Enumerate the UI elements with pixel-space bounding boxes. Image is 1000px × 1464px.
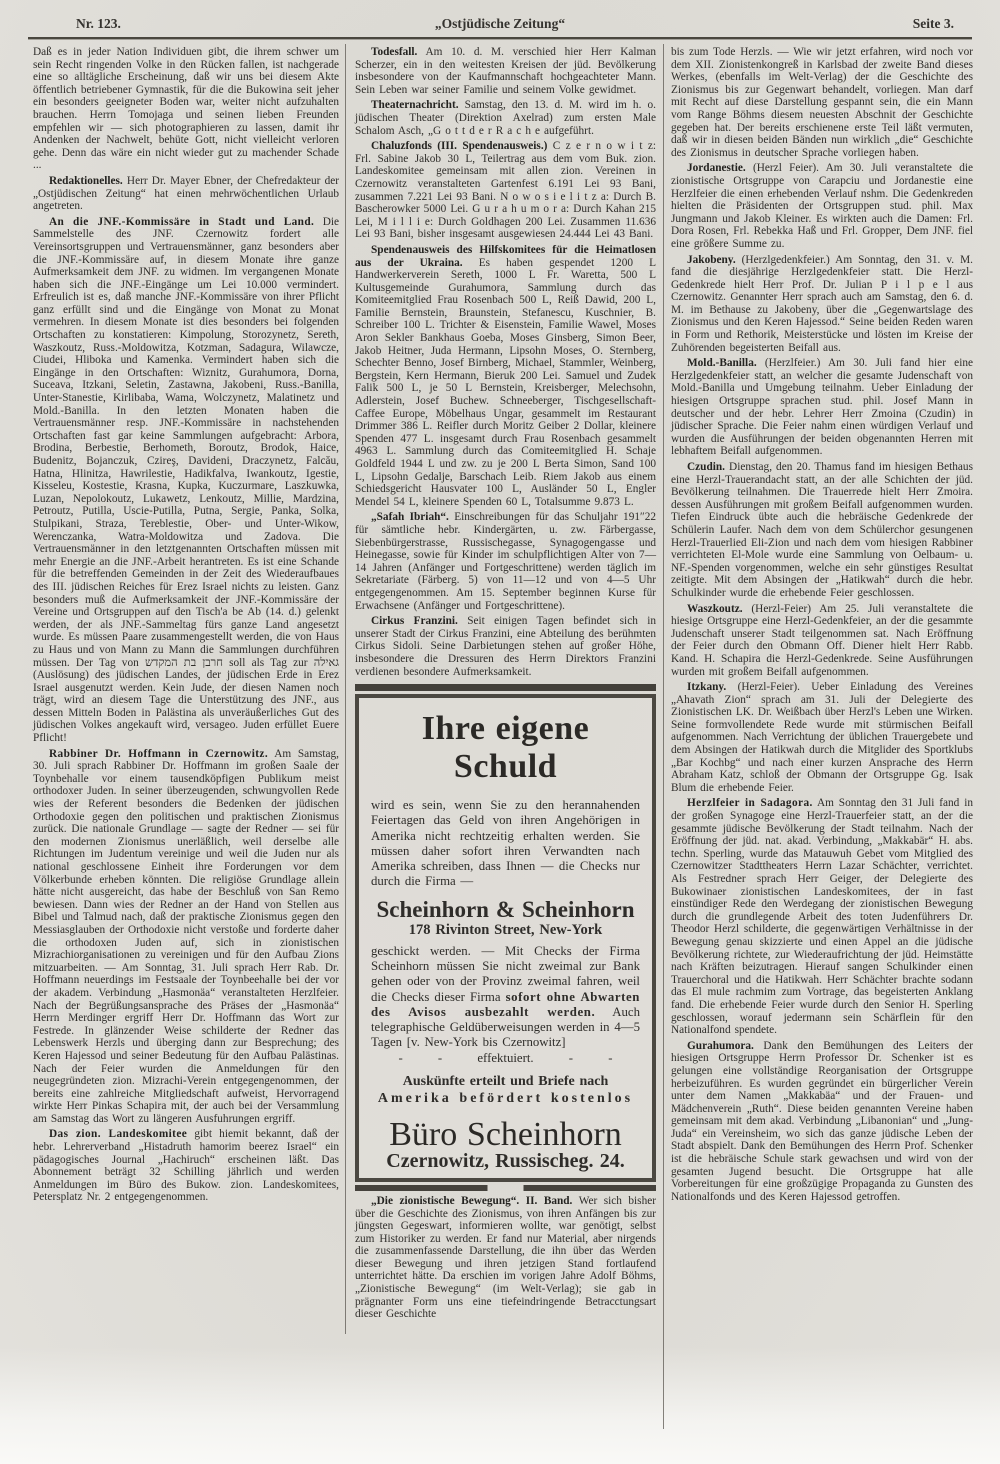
column-2 — [355, 46, 656, 1323]
article-heading: Czudin. — [687, 461, 725, 473]
article-body: Seit einigen Tagen befindet sich in unserer Stadt der Cirkus Franzini, eine Abteilung des berühmten Cirkus Sidoli. Seine Darbietungen stehen auf großer Höhe, insbesondere die Dressuren des Herrn Direktors Franzini verdienen besondere Aufmerksamkeit. — [355, 615, 656, 678]
article-heading: Theaternachricht. — [371, 99, 459, 112]
article-czudin — [671, 461, 973, 600]
article-body: Es haben gespendet 1200 L Handwerkerverein Sereth, 1000 L Fr. Waretta, 500 L Kultusgemeinde Gurahumora, Sammlung durch das Komiteemitglied Frau Rosenbach 500 L, Reiß Dawid, 200 L, Familie Bernstein, Braunstein, Stefanescu, Kuschnier, B. Schreiber 100 L. Trichter & Eisenstein, Familie Wawel, Moses Aron Sekler Bankhaus Goeba, Moses Ginsberg, Simon Beer, Jakob Heitner, Juda Hermann, Lipsohn Moses, O. Sternberg, Schechter Benno, Josef Birnberg, Michael, Stammler, Weinberg, Bergstein, Kern Hermann, Bieruk 200 Lei. Samuel und Zudek Falik 500 L, je 50 L Bernstein, Kreisberger, Melechsohn, Adlerstein, Josef Buchew. Schneeberger, Tischgesellschaft-Caffee Europe, Möbelhaus Ungar, gesammelt im Restaurant Drimmer 386 L. Reifler durch Moritz Geiber 2 Dollar, kleinere Spenden 477 L. insgesamt durch Frau Rosenbach gesammelt 4963 L. Sammlung durch das Comiteemitglied H. Schaje Goldfeld 1944 L und zw. zu je 200 L Berta Simon, Sand 100 L, Lipsohn Gedalje, Barschach Leib. Riem Jakob aus einem Schiedsgericht Hausvater 100 L, Ausländer 50 L, Engler Mendel 54 L, kleinere Spenden 60 L, Totalsumme 9.873 L. — [355, 256, 656, 508]
ad-city-line: Czernowitz, Russischeg. 24. — [386, 1150, 625, 1173]
article-heading: Chaluzfonds (III. Spendenausweis.) — [371, 140, 548, 153]
article-heading: An die JNF.-Kommissäre in Stadt und Land. — [49, 215, 315, 228]
article-jakobeny — [671, 254, 973, 355]
article-theaternachricht — [355, 99, 656, 137]
ad-box — [355, 694, 656, 1182]
article-herzls-continuation — [671, 46, 973, 159]
article-safah-ibriah — [355, 511, 656, 612]
advertisement-scheinhorn — [355, 684, 656, 1191]
column-1 — [33, 46, 339, 1206]
ad-firm-name: Scheinhorn & Scheinhorn — [376, 897, 635, 923]
article-heading: Jakobeny. — [687, 253, 736, 266]
article-todesfall — [355, 46, 656, 96]
article-heading: Cirkus Franzini. — [371, 615, 458, 628]
article-tomojaga-continuation — [33, 46, 339, 172]
ad-intro-text: wird es sein, wenn Sie zu den herannahenden Feiertagen das Geld von ihren Angehörigen in Amerika nicht rechtzeitig erhalten werden. Sie müssen daher sofort ihren Verwandten nach Amerika schreiben, dass Ihnen — die Checks nur durch die Firma — — [371, 798, 640, 889]
ad-body-pre: geschickt werden. — Mit Checks der Firma Scheinhorn müssen Sie nicht zweimal zur Bank gehen oder von der Provinz zweimal fahren, weil die Checks dieser Firma — [371, 943, 640, 1004]
article-body: Daß es in jeder Nation Individuen gibt, die ihrem schwer um sein Recht ringenden Volke in den Rücken fallen, ist nachgerade eine so alltägliche Erscheinung, daß wir uns bei diesem Akte öffentlich betriebener Gymnastik, für die die Bukowina seit jeher ein besonders geeigneter Boden war, weiter nicht aufzuhalten brauchen. Herrn Tomojaga und seinen lieben Freunden empfehlen wir — sich photographieren zu lassen, damit ihr Andenken der Nachwelt, behüte Gott, nicht vielleicht verloren gehe. Denn das wäre ein nicht wieder gut zu machender Schade ... — [33, 46, 339, 172]
article-heading: Gurahumora. — [687, 1039, 754, 1052]
article-landeskomitee — [33, 1128, 339, 1204]
article-body: Herr Dr. Mayer Ebner, der Chefredakteur der „Ostjüdischen Zeitung“ hat einen mehrwöchentlichen Urlaub angetreten. — [33, 174, 340, 213]
issue-number: Nr. 123. — [76, 16, 121, 31]
article-waszkoutz — [671, 603, 973, 679]
column-divider-1 — [345, 44, 346, 1334]
article-cirkus-franzini — [355, 615, 656, 678]
newspaper-title: „Ostjüdische Zeitung“ — [434, 16, 566, 31]
article-body: gibt hiemit bekannt, daß der hebr. Lehrerverband „Histadruth hamorim beerez Israel“ ein pädagogisches Journal „Hachiruch“ erscheinen läßt. Das Abonnement beträgt 32 Schilling jährlich und werden Anmeldungen im Büro des Bukow. zion. Landeskomitees, Petersplatz Nr. 2 entgegengenommen. — [33, 1128, 339, 1204]
article-heading: Todesfall. — [371, 46, 418, 58]
ad-body-text — [371, 944, 640, 1050]
article-body: Am 10. d. M. verschied hier Herr Kalman Scherzer, ein in den weitesten Kreisen der jüd. Bevölkerung insbesondere von der Kaufmannschaft hochgeachteter Mann. Sein Leben war seiner Familie und seinem Volke gewidmet. — [355, 46, 656, 96]
article-heading: Rabbiner Dr. Hoffmann in Czernowitz. — [49, 747, 269, 760]
article-body: Am Samstag, 30. Juli sprach Rabbiner Dr. Hoffmann im großen Saale der Toynbehalle vor einem tausendköpfigen Publikum meist orthodoxer Juden. In seiner überzeugenden, schwungvollen Rede wies der Referent besonders die Bedenken der jüdischen Orthodoxie gegen den politischen und praktischen Zionismus zurück. Die nationale Grundlage — sagte der Redner — sei für den modernen Zionismus unerläßlich, weil derselbe alle Richtungen im Judentum vereinige und weil die Juden nur als national geschlossene Einheit ihre Forderungen vor dem Völkerbunde erheben könnten. Die religiöse Grundlage allein hätte nicht ausgereicht, das habe der Beschluß von San Remo bewiesen. Dann wies der Redner an der Hand von Stellen aus Bibel und Talmud nach, daß der praktische Zionismus gegen den Messiasglauben der Orthodoxie nicht verstoße und forderte daher die orthodoxen Juden auf, sich in zionistischen Mizrachiorganisationen zu vereinigen und für den Aufbau Zions mitzuarbeiten. — Am Sonntag, 31. Juli sprach Herr Rab. Dr. Hoffmann neuerdings im Festsaale der Toynbeehalle bei der vor der akadem. Verbindung „Hasmonäa“ veranstalteten Herzlfeier. Nach der Begrüßungsansprache des Präses der „Hasmonäa“ Herrn Merdinger ergriff Herr Dr. Hoffmann das Wort zur Festrede. In glänzender Weise schilderte der Redner das Lebenswerk Herzls und überging dann zur Besprechung; des Keren Hajessod und seiner Bedeutung für den Aufbau Palästinas. Nach der Feier wurden die Anmeldungen für den neugegründeten zion. Mizrachi-Verein entgegengenommen, der bereits eine zahlreiche Mitgliedschaft aufweist, Hervorragend wirkte Herr Pinkas Schapira mit, der auch bei der Versammlung am Samstag das Wort zu längeren Ausfuhrungen ergriff. — [33, 747, 339, 1125]
article-body: (Herzlgedenkfeier.) Am Sonntag, den 31. v. M. fand die diesjährige Herzlgedenkfeier statt. Die Herzl-Gedenkrede hielt Herr Prof. Dr. Julian P i l p e l aus Czernowitz. Genannter Herr sprach auch am Samstag, den 6. d. M. im Bethause zu Jakobeny, über die „Gegenwartslage des Zionismus und den Keren Hajessod.“ Seine beiden Reden waren in Form und Rethorik, Meisterstücke und lösten im Kreise der Zuhörenden begeisterten Beifall aus. — [671, 253, 973, 354]
page-number: Seite 3. — [912, 16, 954, 31]
ad-headline: Ihre eigene Schuld — [421, 710, 590, 786]
ad-body-post: Auch telegraphische Geldüberweisungen werden in 4—5 Tagen [v. New-York bis Czernowitz] — [371, 1004, 640, 1050]
column-divider-2 — [663, 44, 664, 1429]
article-rabbiner-hoffmann — [33, 748, 339, 1126]
article-redaktionelles — [33, 175, 339, 213]
article-heading: Itzkany. — [687, 681, 727, 694]
ad-info-lines — [371, 1073, 640, 1107]
masthead — [28, 16, 972, 34]
article-jnf-kommissaere — [33, 216, 339, 745]
article-chaluzfonds — [355, 140, 656, 241]
ad-buro-name: Büro Scheinhorn — [389, 1116, 622, 1154]
article-body: Am Sonntag den 31 Juli fand in der großen Synagoge eine Herzl-Trauerfeier statt, an der die gesammte jüdische Bevölkerung der Stadt teilnahm. Nach der Eröffnung der jüd. nat. akad. Verbindung, „Makkabär“ H. abs. techn. Sperling, wurde das Matauwuh Gebet vom Mitglied des Czernowitzer Stadttheaters Herrn Lazar Schächter, verrichtet. Als Festredner sprach Herr Geiger, der Delegierte des Bukowinaer zionistischen Landeskomitees, der in fast einstündiger Rede den Werdegang der zionistischen Bewegung durch die grundlegende Arbeit des toten Judenführers Dr. Theodor Herzl schilderte, die gegenwärtigen Verhältnisse in der Bewegung genau skizzierte und einen Appel an die jüdische Bevölkerung richtete, zur Wiederaufrichtung der jüd. Heimstätte nach Kräften beizutragen. Hierauf sangen Schulkinder einen Trauerchoral und die Hatikwah. Herr Schächter brachte sodann das El mule rachmim zum Vortrage, das begeisterten Anklang fand. Die erhebende Feier wurde durch den Senior H. Sperling geschlossen, worauf jedermann sein Schärflein für den Nationalfond spendete. — [671, 797, 973, 1037]
article-heading: Spendenausweis des Hilfskomitees für die Heimatlosen aus der Ukraina. — [355, 243, 656, 269]
article-itzkany — [671, 681, 973, 794]
article-heading: Jordanestie. — [687, 162, 746, 175]
ad-info-line2: Amerika befördert kostenlos — [377, 1091, 634, 1107]
article-body: Dienstag, den 20. Thamus fand im hiesigen Bethaus eine Herzl-Trauerandacht statt, an der alle Schichten der jüd. Bevölkerung teilnahmen. Die Trauerrede hielt Herr Zmoira. dessen Ausführungen mit großem Beifall aufgenommen wurden. Tiefen Eindruck übte auch die hebräische Gedenkrede der Schülerin Laufer. Nach dem von dem Schülerchor gesungenen Herzl-Trauerlied Eli-Zion und nach dem vom hiesigen Rabbiner verrichteten El-Mole wurde eine Sammlung von Oelbaum- u. NF.-Spenden vorgenommen, welche ein sehr günstiges Resultat zeitigte. Mit dem Absingen der „Hatikwah“ durch die hebr. Schulkinder wurde die erhebende Feier geschlossen. — [671, 461, 973, 599]
column-3 — [671, 46, 973, 1205]
article-body: C z e r n o w i t z: Frl. Sabine Jakob 30 L, Teilertrag aus dem vom Buk. zion. Landeskomitee gemeinsam mit allen zion. Vereinen in Czernowitz veranstalteten Gartenfest 6.191 Lei 93 Bani, zusammen 7.221 Lei 93 Bani. N o w o s i e l i t z a: Durch B. Bascherowker 5000 Lei. G u r a h u m o r a: Durch Kahan 215 Lei, M i l l i e: Durch Goldhagen 200 Lei. Zusammen 11.636 Lei 93 Bani, bisher insgesamt ausgewiesen 24.444 Lei 43 Bani. — [355, 140, 656, 241]
header-rule — [28, 37, 972, 39]
article-heading: Waszkoutz. — [687, 602, 743, 615]
article-mold-banilla — [671, 357, 973, 458]
article-body: (Herzl Feier). Am 30. Juli veranstaltete die zionistische Ortsgruppe von Carapciu und Jordanestie eine Herzlfeier die einen erhebenden Verlauf nshm. Die Gedenkreden hielten die Präsidenten der Ortsgruppen stud. phil. Max Jungmann und Jakob Kleiner. Es wirkten auch die Damen: Frl. Dora Rosen, Frl. Rebekka Haß und Frl. Gropper, Dem JNF. fiel eine größere Summe zu. — [671, 162, 973, 250]
article-heading: „Safah Ibriah“. — [371, 511, 449, 524]
article-heading: „Die zionistische Bewegung“. II. Band. — [371, 1194, 573, 1207]
article-body: Dank den Bemühungen des Leiters der hiesigen Ortsgruppe Herrn Professor Dr. Schenker ist es gelungen eine vollständige Reorganisation der Ortsgruppe herbeizuführen. Es wurden gegründet ein bürgerlicher Verein unter dem Namen „Makkabäa“ und der Frauen- und Mädchenverein „Ruth“. Diese beiden genannten Vereine haben gemeinsam mit dem akad. Verbindung „Libanonian“ und „Jung-Juda“ ein Vereinsheim, wo sich das ganze jüdische Leben der Stadt abspielt. Dank den Bemühungen des Herrn Prof. Schenker ist die hebräische Schule stark gewachsen und wird von der gesamten Jugend besucht. Die Ortsgruppe hat alle Vorbereitungen für eine großzügige Propaganda zu Gunsten des Nationalfonds und des Keren Hajessod getroffen. — [671, 1039, 973, 1203]
ad-top-rule — [355, 684, 656, 691]
ad-bottom-rule — [355, 1185, 656, 1191]
article-body: Einschreibungen für das Schuljahr 191″22 für sämtliche hebr. Kindergärten, u. zw. Färbergasse, Siebenbürgerstrasse, Russischegasse, Synagogengasse und Heinegasse, sowie für Kinder im schulpflichtigen Alter von 7—14 Jahren (Anfänger und Fortgeschrittene) werden täglich im Sekretariate (Färberg. 5) von 11—12 und von 4—5 Uhr entgegengenommen. Am 15. September beginnen Kurse für Erwachsene (Anfänger und Fortgeschrittene). — [355, 511, 656, 612]
article-body: Die Sammelstelle des JNF. Czernowitz fordert alle Vereinsortsgruppen und Vertrauensmänner, ganz besonders aber die JNF.-Kommissäre auf, in diesem Monate ihre ganze Aufmerksamkeit dem JNF. zu widmen. Im vergangenen Monate haben sich die JNF.-Eingänge um Lei 10.000 vermindert. Erfreulich ist es, daß manche JNF.-Kommissäre von ihrer Pflicht ganz erfüllt sind und die Eingänge von Monat zu Monat vermehren. In diesem Monate ist dies besonders bei folgenden Ortschaften zu konstatieren: Kimpolung, Storozynetz, Sereth, Waszkoutz, Russ.-Moldowitza, Kotzman, Sadagura, Wilawcze, Ciudei, Hliboka und Kamenka. Vermindert haben sich die Eingänge in den Ortschaften: Wiznitz, Gurahumora, Dorna, Suceava, Itzkani, Seletin, Zastawna, Jakobeni, Russ.-Banilla, Unter-Stanestie, Kirlibaba, Wama, Wolczynetz, Malatinetz und Mold.-Banilla. In den letzten Monaten haben die Vertrauensmänner resp. JNF.-Kommissäre in nachstehenden Ortschaften fast gar keine Sammlungen aufgebracht: Arbora, Brodina, Berbestie, Berhometh, Boroutz, Brodok, Haice, Budenitz, Bojanczuk, Czireş, Davideni, Draczynetz, Falcău, Hatna, Hlinitza, Hawrilestie, Hadikfalva, Iwankoutz, Igestie, Kisseleu, Kostestie, Krasna, Kupka, Kuczurmare, Laszkuwka, Luzan, Nepolokoutz, Lukawetz, Lenkoutz, Millie, Mardzina, Petroutz, Putilla, Uscie-Putilla, Putna, Sergie, Panka, Solka, Stulpikani, Straza, Tereblestie, Ober- und Unter-Wikow, Werenczanka, Watra-Moldowitza und Zadova. Die Vertrauensmänner in den letztgenannten Ortschaften müssen mit mehr Energie an die JNF.-Arbeit herantreten. Es ist eine Schande für die betreffenden Gemeinden in der Zeit des Wiederaufbaues des III. jüdischen Reiches für Erez Israel nichts zu leisten. Ganz besonders muß die Aufmerksamkeit der JNF.-Kommissäre der Vereine und Ortsgruppen auf den Tisch'a be Ab (14. d.) gelenkt werden, der als JNF.-Sammeltag fürs ganze Land angesetzt wurde. Es müssen Paare zusammengestellt werden, die von Haus zu Haus und von Mann zu Mann die Sammlungen durchführen müssen. Der Tag von חרבן בת המקדש soll als Tag zur גאילה (Auslösung) des jüdischen Landes, der jüdischen Erde in Erez Israel ausgenutzt werden. Kein Jude, der diesen Namen noch trägt, wird an diesem Tage die Unterstützung des JNF., aus dessen Mitteln Boden in Palästina als unveräußerliches Gut des jüdischen Volkes angekauft wird, versageo. Juden erfüllet Euere Pflicht! — [33, 215, 339, 745]
article-zionistische-bewegung — [355, 1195, 656, 1321]
article-heading: Herzlfeier in Sadagora. — [687, 797, 813, 810]
article-body: Wer sich bisher über die Geschichte des Zionismus, von ihren Anfängen bis zur jüngsten Gegeswart, informieren wollte, war genötigt, selbst zum Historiker zu werden. Er fand nur Material, aber nirgends die zusammenfassende Darstellung, die ihn über das Werden dieser Bewegung und ihren jetzigen Stand fortlaufend unterrichtet hätte. Da erschien im vorigen Jahre Adolf Böhms, „Zionistische Bewegung“ (im Welt-Verlag); sie gab in prägnanter Form uns eine tiefeindringende Betracctungsart dieser Geschichte — [355, 1194, 657, 1321]
article-heading: Mold.-Banilla. — [687, 357, 757, 370]
article-body: (Herzlfeier.) Am 30. Juli fand hier eine Herzlgedenkfeier statt, an welcher die gesamte Judenschaft von Mold.-Banilla und Umgebung teilnahm. Ueber Einladung der hiesigen Ortsgruppe sprachen stud. phil. Josef Mann in deutscher und der hebr. Lehrer Herr Zmoina (Czudin) in jüdischer Sprache. Die Feier nahm einen würdigen Verlauf und wurden die Ausführungen der beiden obgenannten Herren mit lebhaftem Beifall aufgenommen. — [671, 357, 973, 458]
article-heading: Das zion. Landeskomitee — [49, 1128, 188, 1141]
article-herzlfeier-sadagora — [671, 797, 973, 1036]
article-body: Samstag, den 13. d. M. wird im h. o. jüdischen Theater (Direktion Axelrad) zum ersten Male Schalom Asch, „G o t t d e r R a c h e aufgeführt. — [355, 99, 656, 137]
ad-body-bold: sofort ohne Abwarten des Avisos ausbezahlt werden. — [371, 989, 640, 1019]
article-body: bis zum Tode Herzls. — Wie wir jetzt erfahren, wird noch vor dem XII. Zionistenkongreß in Karlsbad der zweite Band dieses Werkes, (ebenfalls im Welt-Verlag) der die Geschichte des Zionismus bis zur Gegenwart behandelt, vorliegen. Man darf mit Recht auf diese Darstellung gespannt sein, die ein Mann vom Range Böhms diesem neuesten Abschnit der Geschichte gegeben hat. Der bereits erschienene erste Teil läßt vermuten, daß wir in diesen beiden Bänden nun wirklich „die“ Geschichte des Zionismus in deutscher Sprache vorliegen haben. — [671, 46, 973, 159]
article-body: (Herzl-Feier). Ueber Einladung des Vereines „Ahavath Zion“ sprach am 31. Juli der Delegierte des Zionistischen LK. Dr. Weißbach über Herzl's Leben une Wirken. Seine formvollendete Rede wurde mit stürmischen Beifall aufgenommen. Nach Verrichtung der üblichen Trauergebete und dem Absingen der Hatikwah durch die Mitglider des Sportklubs „Bar Kochbg“ und nach einer kurzen Ansprache des Herrn Abraham Katz, schloß der Obmann der Ortsgruppe Gg. Isak Blum die erhebende Feier. — [671, 681, 973, 794]
ad-effektuiert-line: - - effektuiert. - - — [398, 1051, 613, 1066]
article-spendenausweis — [355, 244, 656, 508]
article-jordanestie — [671, 162, 973, 250]
article-body: (Herzl-Feier) Am 25. Juli veranstaltete die hiesige Ortsgruppe eine Herzl-Gedenkfeier, an der die gesammte Judenschaft unserer Stadt teilgenommen sat. Nach Eröffnung der Feier durch den Obmann Off. Diener hielt Herr Rabb. Kand. H. Schapira die Herzl-Gedenkrede. Seine Ausführungen wurden mit großem Beifall aufgenommen. — [671, 602, 973, 678]
article-gurahumora — [671, 1040, 973, 1204]
article-heading: Redaktionelles. — [49, 174, 123, 187]
ad-firm-address: 178 Rivinton Street, New-York — [408, 922, 603, 939]
ad-info-line1: Auskünfte erteilt und Briefe nach — [402, 1074, 609, 1090]
